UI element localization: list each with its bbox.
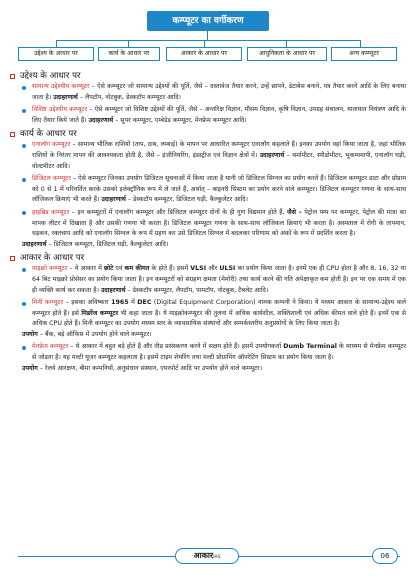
bullet-icon [22,109,26,113]
tree-drop [360,40,361,47]
bullet-icon [22,346,26,350]
list-item: सामान्य उद्देश्यीय कम्प्यूटर – ऐसे कम्प्यूटर जो सामान्य उद्देश्यों की पूर्ति, जैसे – दस्तावेज तैयार करने, उन्हें छापने, डेटाबेस बनाने, पत्र तैयार करने आदि के लिए बनाया जाता है। उदाहरणार्थ – लैपटॉप, नोटबुक, डेस्कटॉप कम्प्यूटर आदि। [22,82,406,103]
section-heading-function: कार्य के आधार पर [22,128,406,140]
page-title: कम्प्यूटर का वर्गीकरण [147,11,269,31]
bullet-icon [22,178,26,182]
example-line: उदाहरणार्थ – डिजिटल कम्प्यूटर, डिजिटल घड़ी, कैल्कुलेटर आदि। [22,240,169,248]
bullet-icon [22,211,26,215]
tree-drop [204,40,205,47]
category-function: कार्य के आधार पर [98,47,160,61]
square-bullet-icon [10,256,15,261]
square-bullet-icon [10,74,15,79]
category-size: आकार के आधार पर [166,47,242,61]
list-item: डिजिटल कम्प्यूटर – ऐसे कम्प्यूटर जिनका उपयोग डिजिटल सूचनाओं में किया जाता है यानी जो डिजिटल सिग्नल का प्रयोग करते हैं। डिजिटल कम्प्यूटर डाटा और प्रोग्राम को 0 से 1 में परिवर्तित करके उसको इलेक्ट्रॉनिक रूप में ले जाते हैं, अर्थात् – बाइनरी सिस्टम का प्रयोग करने वाले कम्प्यूटर। डिजिटल कम्प्यूटर गणना के साथ-साथ लॉजिकल क्रियाएं भी करते हैं। उदाहरणार्थ – डेस्कटॉप कम्प्यूटर, डिजिटल घड़ी, कैल्कुलेटर आदि। [22,174,406,206]
list-item: विशिष्ट उद्देश्यीय कम्प्यूटर – ऐसे कम्प्यूटर जो विशिष्ट उद्देश्यों की पूर्ति, जैसे – अन्तरिक्ष विज्ञान, मौसम विज्ञान, कृषि विज्ञान, उपग्रह संचालन, यातायात नियंत्रण आदि के लिए तैयार किये जाते हैं। उदाहरणार्थ – सुपर कम्प्यूटर, एम्बेडेड कम्प्यूटर, मेनफ्रेम कम्प्यूटर आदि। [22,105,406,126]
category-purpose: उद्देश्य के आधार पर [18,47,94,61]
list-item: हाइब्रिड कम्प्यूटर – इन कम्प्यूटरों में एनालॉग कम्प्यूटर और डिजिटल कम्प्यूटर दोनों के ही गुण विद्यमान होते हैं, जैसे – पेट्रोल पम्प पर कम्प्यूटर, पेट्रोल की मात्रा का मापक लीटर में दिखाता है और उसकी गणना भी करता है। डिजिटल कम्प्यूटर गणना के साथ-साथ लॉजिकल क्रियाएं भी करता है। अस्पताल में रोगी के तापमान, धड़कन, रक्तचाप आदि को एनालॉग सिग्नल के रूप में ग्रहण कर उसे डिजिटल सिग्नल में बदलकर परिणाम को अंकों के रूप में प्रदर्शित करता है। [22,208,406,240]
square-bullet-icon [10,132,15,137]
section-heading-purpose: उद्देश्य के आधार पर [22,70,406,82]
page-number: 06 [372,548,398,564]
tree-drop [56,40,57,47]
usage-line: उपयोग – बैंक, बड़े ऑफिस में उपयोग होने वाले कम्प्यूटर। [22,330,152,338]
footer-logo: आकारIAS [175,548,239,564]
category-other: अन्य कम्प्यूटर [331,47,397,61]
list-item: मिनी कम्प्यूटर – इसका अविष्कार 1965 में DEC (Digital Equipment Corporation) नामक कम्पनी ने किया। ये मध्यम आकार के सामान्य-उद्देश्य वाले कम्प्यूटर होते हैं। इसे मिडरेंज कम्प्यूटर भी कहा जाता है। ये माइक्रोकम्प्यूटर की तुलना में अधिक कार्यशील, शक्तिशाली एवं अधिक कीमत वाले होते हैं। इनमें एक से अधिक CPU होते हैं। मिनी कम्प्यूटर का उपयोग मध्यम स्तर के व्यावसायिक संस्थानों और सम्पर्कस्तरीय अनुप्रयोगों के लिए किया जाता है। [22,298,406,330]
bullet-icon [22,86,26,90]
content [22,70,406,374]
title-container [0,8,416,31]
section-heading-size: आकार के आधार पर [22,252,406,264]
tree-stem [207,28,208,40]
list-item: एनालॉग कम्प्यूटर – सामान्य भौतिक राशियों (ताप, दाब, लम्बाई) के मापन पर आधारित कम्प्यूटर एनालॉग कहलाते हैं। इनका उपयोग वहां किया जाता है, जहां भौतिक राशियों के निरंतर मापन की आवश्यकता होती है, जैसे – इंजीनियरिंग, इंडस्ट्रीज एवं विज्ञान क्षेत्रों में। उदाहरणार्थ – थर्मामीटर, स्पीडोमीटर, भूकम्पमापी, एनालॉग घड़ी, वोल्टमीटर आदि। [22,140,406,172]
usage-line: उपयोग – रेलवे आरक्षण, बीमा कम्पनियों, अनुसंधान संस्थान, एयरपोर्ट आदि पर उपयोग होने वाले कम्प्यूटर। [22,364,263,372]
tree-bar [56,40,360,41]
tree-drop [128,40,129,47]
category-modernity: आधुनिकता के आधार पर [247,47,327,61]
list-item: मेनफ्रेम कम्प्यूटर – ये आकार में बहुत बड़े होते हैं और तीव्र प्रसंस्करण करने में सक्षम होते हैं। इसमें उपयोगकर्ता Dumb Terminal के माध्यम से मेनफ्रेम कम्प्यूटर से जोड़ता है। यह मल्टी यूजर कम्प्यूटर कहलाता है। इसमें टाइम शेयरिंग तथा मल्टी प्रोग्रामिंग ऑपरेटिंग सिस्टम का प्रयोग किया जाता है। [22,342,406,363]
bullet-icon [22,144,26,148]
tree-drop [286,40,287,47]
list-item: माइक्रो कम्प्यूटर – ये आकार में छोटे एवं कम कीमत के होते हैं। इसमें VLSI और ULSI का प्रयोग किया जाता है। इनमें एक ही CPU होता है और 8, 16, 32 या 64 बिट माइक्रो प्रोसेसर का प्रयोग किया जाता है। इन कम्प्यूटरों को संग्रहण क्षमता (मेमोरी) तथा कार्य करने की गति अपेक्षाकृत कम होती है। इन पर एक समय में एक ही व्यक्ति कार्य कर सकता है। उदाहरणार्थ – डेस्कटॉप कम्प्यूटर, लैपटॉप, पामटॉप, नोटबुक, टैबलेट आदि। [22,264,406,296]
bullet-icon [22,302,26,306]
bullet-icon [22,268,26,272]
